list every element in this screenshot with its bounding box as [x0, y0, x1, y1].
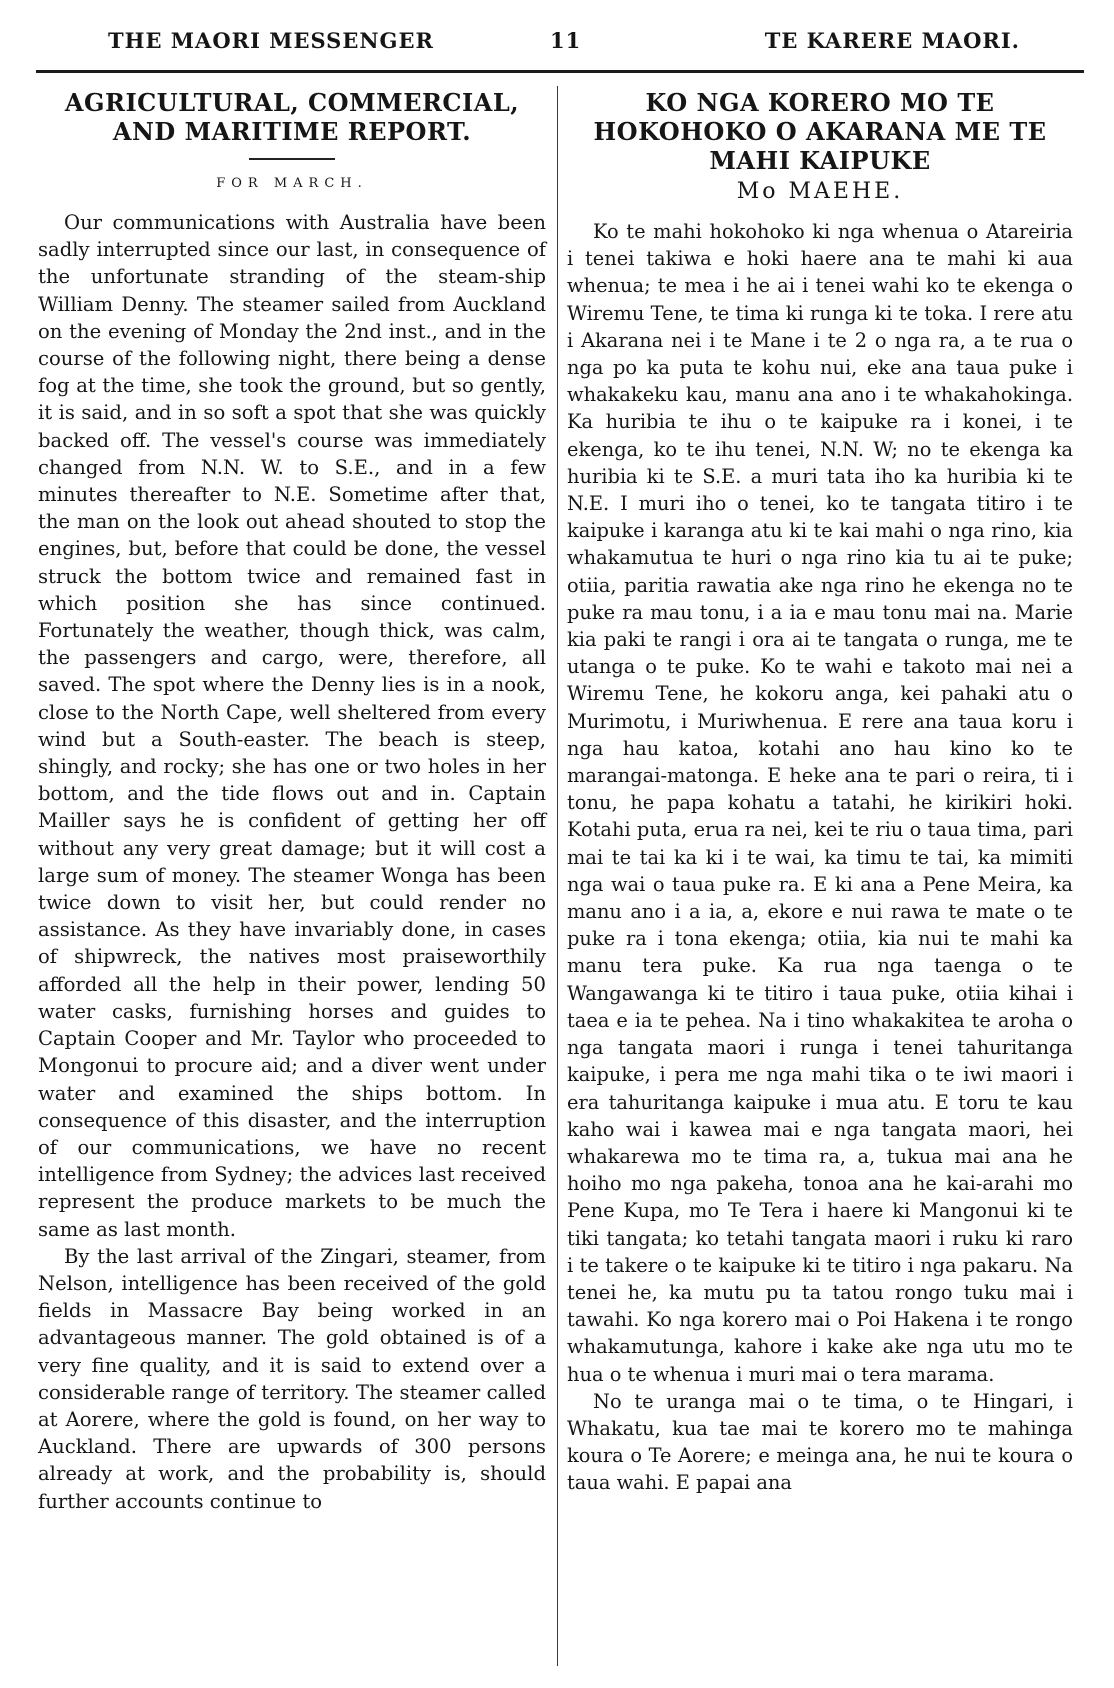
english-column — [38, 88, 546, 1515]
maori-column — [567, 88, 1073, 1497]
masthead-maori-title: TE KARERE MAORI. — [764, 28, 1020, 53]
english-subheading: FOR MARCH. — [216, 176, 368, 191]
column-divider — [557, 86, 558, 1666]
maori-heading: KO NGA KORERO MO TE HOKOHOKO O AKARANA ME TE MAHI KAIPUKE — [593, 88, 1047, 175]
english-paragraph-2: By the last arrival of the Zingari, steamer, from Nelson, intelligence has been received of the gold fields in Massacre Bay being worked in an advantageous manner. The gold obtained is of a very fine quality, and it is said to extend over a considerable range of territory. The steamer called at Aorere, where the gold is found, on her way to Auckland. There are upwards of 300 persons already at work, and the probability is, should further accounts continue to — [38, 1244, 546, 1513]
masthead-english-title: THE MAORI MESSENGER — [108, 28, 434, 53]
page-number: 11 — [550, 28, 582, 53]
maori-subheading: Mo MAEHE. — [736, 179, 904, 204]
header-rule — [36, 70, 1084, 73]
masthead — [70, 24, 1080, 60]
english-paragraph-1: Our communications with Australia have been sadly interrupted since our last, in consequence of the unfortunate stranding of the steam-ship William Denny. The steamer sailed from Auckland on the evening of Monday the 2nd inst., and in the course of the following night, there being a dense fog at the time, she took the ground, but so gently, it is said, and in so soft a spot that she was quickly backed off. The vessel's course was immediately changed from N.N. W. to S.E., and in a few minutes thereafter to N.E. Sometime after that, the man on the look out ahead shouted to stop the engines, but, before that could be done, the vessel struck the bottom twice and remained fast in which position she has since continued. Fortunately the weather, though thick, was calm, the passengers and cargo, were, therefore, all saved. The spot where the Denny lies is in a nook, close to the North Cape, well sheltered from every wind but a South-easter. The beach is steep, shingly, and rocky; she has one or two holes in her bottom, and the tide flows out and in. Captain Mailler says he is confident of getting her off without any very great damage; but it will cost a large sum of money. The steamer Wonga has been twice down to visit her, but could render no assistance. As they have invariably done, in cases of shipwreck, the natives most praiseworthily afforded all the help in their power, lending 50 water casks, furnishing horses and guides to Captain Cooper and Mr. Taylor who proceeded to Mongonui to procure aid; and a diver went under water and examined the ships bottom. In consequence of this disaster, and the interruption of our communications, we have no recent intelligence from Sydney; the advices last received represent the produce markets to be much the same as last month. — [38, 211, 546, 1241]
maori-paragraph-2: No te uranga mai o te tima, o te Hingari, i Whakatu, kua tae mai te korero mo te mahinga koura o Te Aorere; e meinga ana, he nui te koura o taua wahi. E papai ana — [567, 1389, 1073, 1495]
maori-paragraph-1: Ko te mahi hokohoko ki nga whenua o Atareiria i tenei takiwa e hoki haere ana te mahi ki aua whenua; te mea i he ai i tenei wahi ko te ekenga o Wiremu Tene, te tima ki runga ki te toka. I rere atu i Akarana nei i te Mane i te 2 o nga ra, a te rua o nga po ka puta te kohu nui, eke ana taua puke i whakakeku kau, manu ana ano i te whakahokinga. Ka huribia te ihu o te kaipuke ra i konei, i te ekenga, ko te ihu tenei, N.N. W; no te ekenga ka huribia ki te S.E. a muri tata iho ka huribia ki te N.E. I muri iho o tenei, ko te tangata titiro i te kaipuke i karanga atu ki te kai mahi o nga rino, kia whakamutua te huri o nga rino kia tu ai te puke; otiia, paritia rawatia ake nga rino he ekenga no te puke ra mau tonu, i a ia e mau tonu mai na. Marie kia paki te rangi i ora ai te tangata o runga, me te utanga o te puke. Ko te wahi e takoto mai nei a Wiremu Tene, he kokoru anga, kei pahaki atu o Murimotu, i Muriwhenua. E rere ana taua koru i nga hau katoa, kotahi ano hau kino ko te marangai-matonga. E heke ana te pari o reira, ti i tonu, he papa kohatu a tatahi, he kirikiri hoki. Kotahi puta, erua ra nei, kei te riu o taua tima, pari mai te tai ka ki i te wai, ka timu te tai, ka mimiti nga wai o taua puke ra. E ki ana a Pene Meira, ka manu ano i a ia, a, ekore e nui rawa te mate o te puke ra i tona ekenga; otiia, kia nui te mahi ka manu tera puke. Ka rua nga taenga o te Wangawanga ki te titiro i taua puke, otiia kihai i taea e ia te pehea. Na i tino whakakitea te aroha o nga tangata maori i runga i tenei tahuritanga kaipuke, i pera me nga mahi tika o te iwi maori i era tahuritanga kaipuke i mua atu. E toru te kau kaho wai i kawea mai e nga tangata maori, hei whakarewa mo te tima ra, a, tukua mai ana he hoiho mo nga pakeha, tonoa ana he kai-arahi mo Pene Kupa, mo Te Tera i haere ki Mangonui ki te tiki tangata; ko tetahi tangata maori i ruku ki raro i te takere o te kaipuke ki te titiro i nga pakaru. Na tenei he, ka mutu pu ta tatou rongo tuku mai i tawahi. Ko nga korero mai o Poi Hakena i te rongo whakamutunga, kahore i kake ake nga utu mo te hua o te whenua i muri mai o tera marama. — [567, 220, 1073, 1386]
maori-article-body — [567, 218, 1073, 1497]
english-heading: AGRICULTURAL, COMMERCIAL, AND MARITIME REPORT. — [64, 88, 520, 146]
heading-rule — [249, 158, 335, 160]
english-article-body — [38, 209, 546, 1515]
